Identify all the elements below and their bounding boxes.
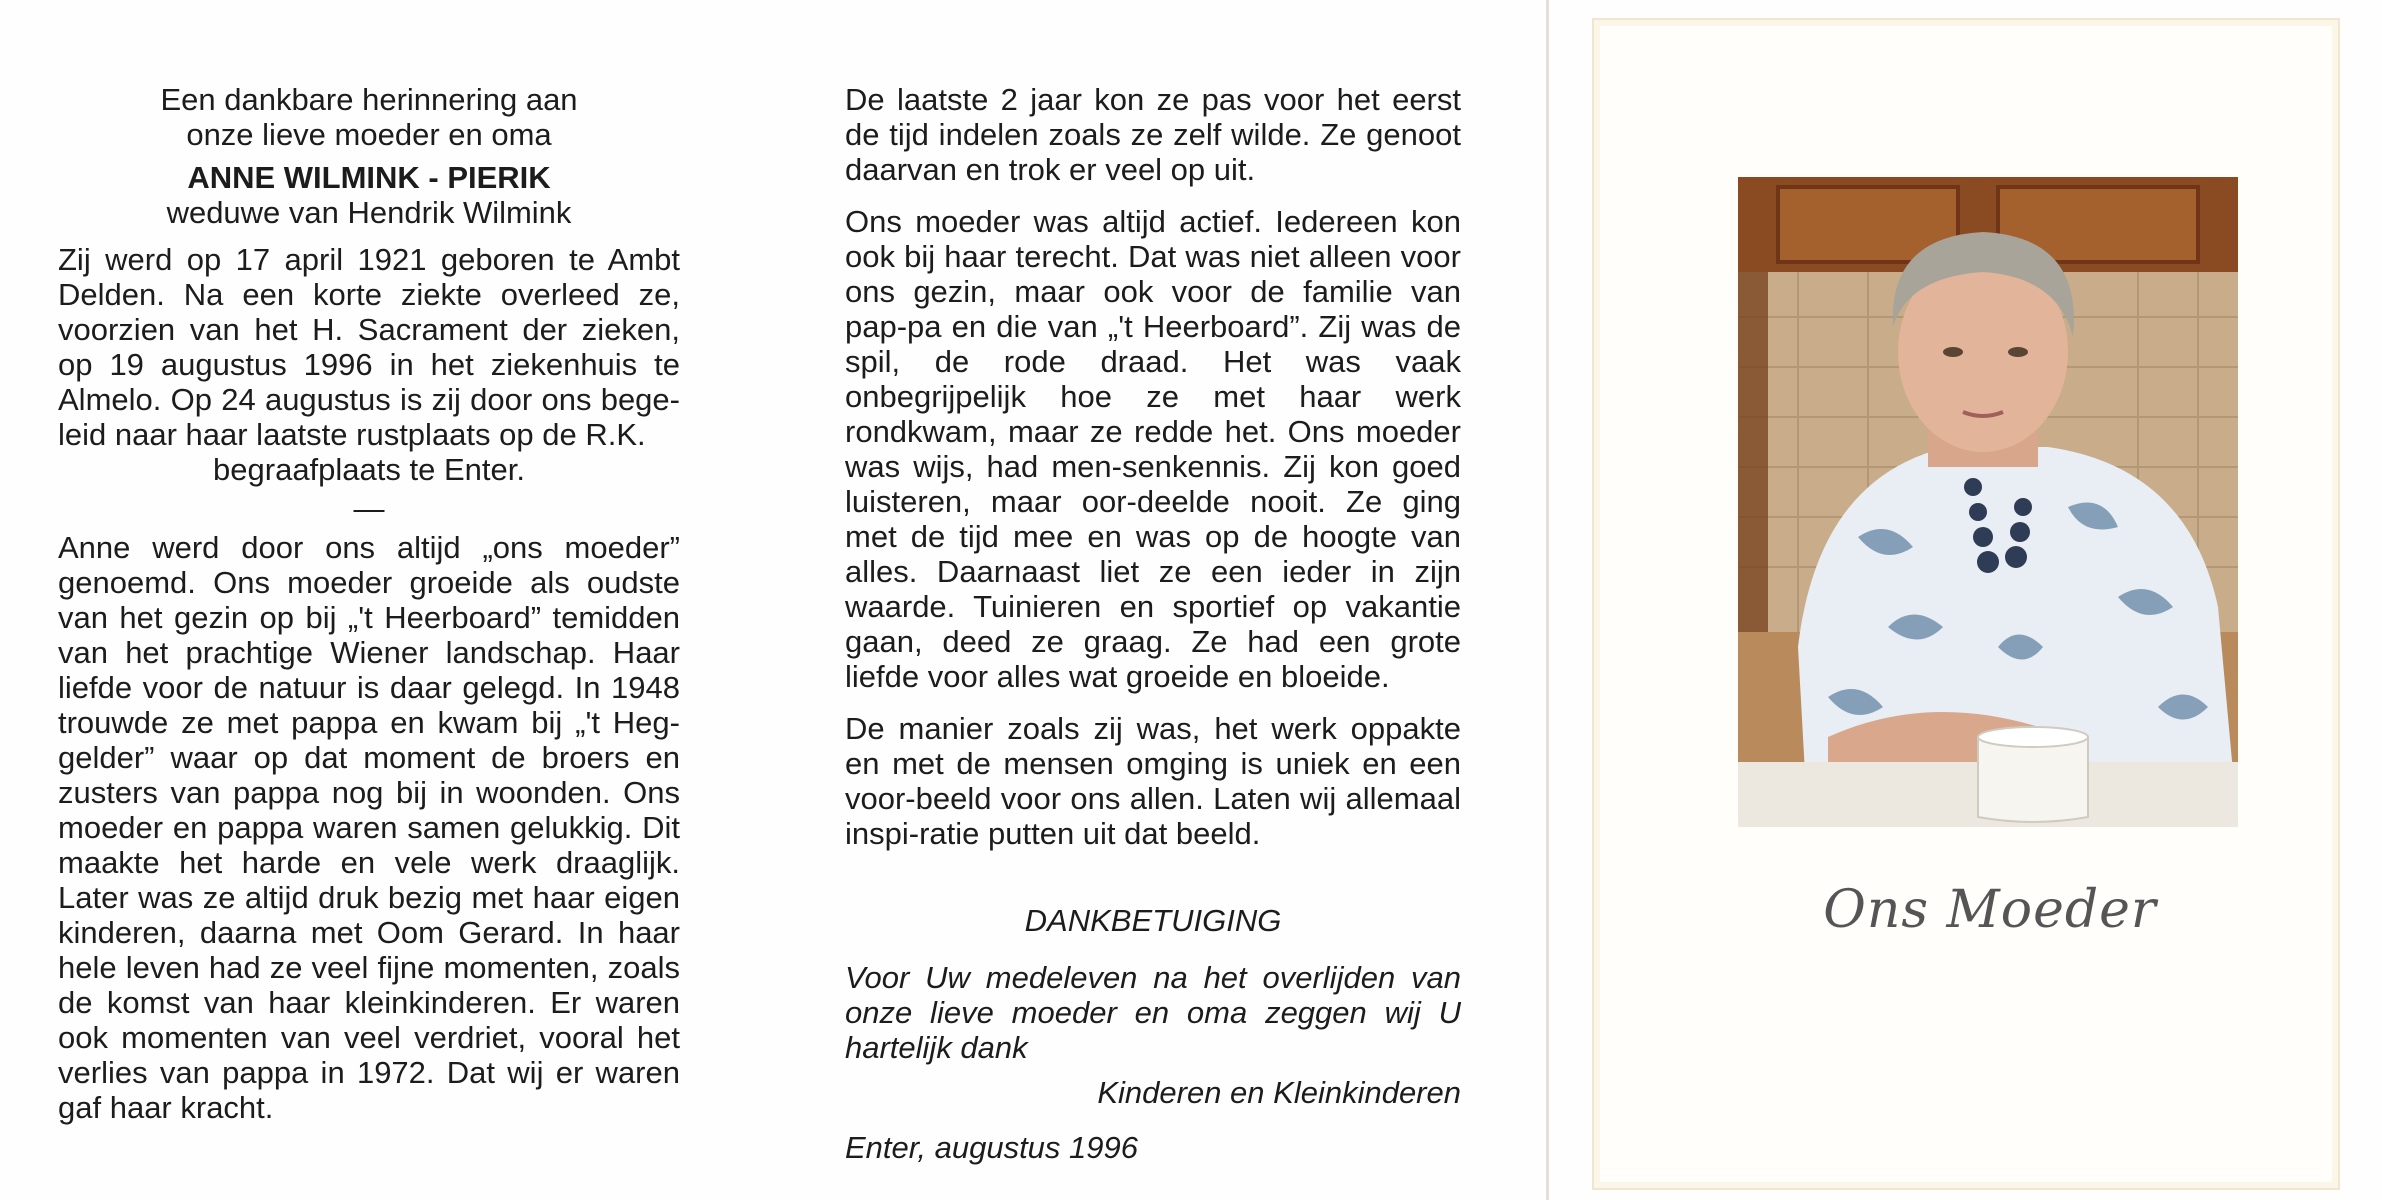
middle-page bbox=[845, 82, 1461, 1165]
paragraph-2: Ons moeder was altijd actief. Iedereen kon ook bij haar terecht. Dat was niet alleen voor ons gezin, maar ook voor de familie van pap-pa en die van „'t Heerboard”. Zij was de spil, de rode draad. Het was vaak onbegrijpelijk hoe ze met haar werk rondkwam, maar ze redde het. Ons moeder was wijs, had men-senkennis. Zij kon goed luisteren, maar oor-deelde nooit. Ze ging met de tijd mee en was op de hoogte van alles. Daarnaast liet ze een ieder in zijn waarde. Tuinieren en sportief op vakantie gaan, deed ze graag. Ze had een grote liefde voor alles wat groeide en bloeide. bbox=[845, 204, 1461, 694]
section-divider: — bbox=[353, 491, 385, 526]
deceased-name: ANNE WILMINK - PIERIK bbox=[187, 160, 551, 195]
thanks-text: Voor Uw medeleven na het overlijden van onze lieve moeder en oma zeggen wij U hartelijk dank bbox=[845, 960, 1461, 1065]
intro-line-2: onze lieve moeder en oma bbox=[186, 117, 552, 152]
paragraph-3: De manier zoals zij was, het werk oppakte en met de mensen omging is uniek en een voor-beeld voor ons allen. Laten wij allemaal inspi-ratie putten uit dat beeld. bbox=[845, 711, 1461, 851]
left-page bbox=[58, 82, 680, 1125]
life-paragraph: Anne werd door ons altijd „ons moeder” genoemd. Ons moeder groeide als oudste van het gezin op bij „'t Heerboard” temidden van het prachtige Wiener landschap. Haar liefde voor de natuur is daar gelegd. In 1948 trouwde ze met pappa en kwam bij „'t Heg-gelder” waar op dat moment de broers en zusters van pappa nog bij in woonden. Ons moeder en pappa waren samen gelukkig. Dit maakte het harde en vele werk draaglijk. Later was ze altijd druk bezig met haar eigen kinderen, daarna met Oom Gerard. In haar hele leven had ze veel fijne momenten, zoals de komst van haar kleinkinderen. Er waren ook momenten van veel verdriet, vooral het verlies van pappa in 1972. Dat wij er waren gaf haar kracht. bbox=[58, 530, 680, 1125]
photo-caption: Ons Moeder bbox=[1823, 880, 2157, 940]
card-fold bbox=[1546, 0, 1549, 1200]
intro-line-1: Een dankbare herinnering aan bbox=[160, 82, 578, 117]
portrait-photo bbox=[1738, 177, 2238, 827]
birth-paragraph: Zij werd op 17 april 1921 geboren te Ambt Delden. Na een korte ziekte overleed ze, voorzien van het H. Sacrament der zieken, op 19 augustus 1996 in het ziekenhuis te Almelo. Op 24 augustus is zij door ons bege-leid naar haar laatste rustplaats op de R.K. bbox=[58, 242, 680, 452]
place-date: Enter, augustus 1996 bbox=[845, 1130, 1139, 1165]
thanks-heading: DANKBETUIGING bbox=[1024, 903, 1282, 938]
widow-of-line: weduwe van Hendrik Wilmink bbox=[166, 195, 572, 230]
signature: Kinderen en Kleinkinderen bbox=[1097, 1075, 1461, 1110]
birth-last-line: begraafplaats te Enter. bbox=[213, 452, 525, 487]
paragraph-1: De laatste 2 jaar kon ze pas voor het eerst de tijd indelen zoals ze zelf wilde. Ze genoot daarvan en trok er veel op uit. bbox=[845, 82, 1461, 187]
portrait-illustration bbox=[1738, 177, 2238, 827]
